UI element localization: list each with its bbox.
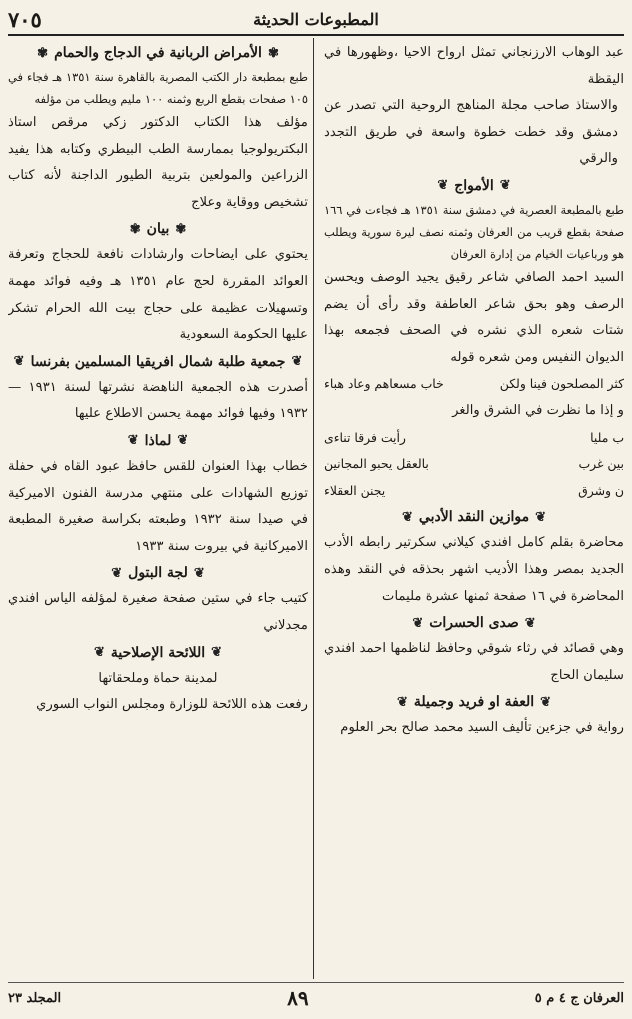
fleuron-ornament-icon: ❦ [127, 433, 139, 449]
hemistich: يجنن العقلاء [324, 482, 386, 498]
entry-title: لماذا [144, 432, 172, 449]
fleuron-ornament-icon: ❦ [193, 565, 205, 581]
fleuron-ornament-icon: ❦ [211, 645, 223, 660]
verse-line [324, 478, 624, 505]
journal-reference: العرفان ج ٤ م ٥ [534, 990, 624, 1006]
fleuron-ornament-icon: ❦ [13, 354, 25, 370]
paragraph: خطاب بهذا العنوان للقس حافظ عبود القاه في حفلة توزيع الشهادات على منتهي مدرسة الفنون الاميركية في صيدا سنة ١٩٣٢ وطبعته بكراسة صغيرة المطبعة الاميركانية في بيروت سنة ١٩٣٣ [8, 458, 308, 554]
fleuron-ornament-icon: ✾ [129, 221, 141, 237]
entry-heading [8, 560, 308, 586]
journal-title: المطبوعات الحديثة [253, 9, 379, 29]
entry-heading [8, 640, 308, 666]
entry-heading [324, 689, 624, 715]
fleuron-ornament-icon: ✾ [175, 221, 187, 237]
paragraph: محاضرة بقلم كامل افندي كيلاني سكرتير رابطه الأدب الجديد بمصر وهذا الأديب اشهر بحذقه في النقد وهذه المحاضرة في ١٦ صفحة ثمنها عشرة مليمات [324, 535, 624, 604]
entry-heading [8, 40, 308, 66]
column-divider [313, 38, 314, 979]
fleuron-ornament-icon: ❦ [499, 178, 511, 194]
entry-title: لجة البتول [128, 565, 188, 582]
entry-title: الأمواج [454, 177, 494, 194]
volume-label: المجلد ٢٣ [8, 990, 62, 1006]
entry-heading [8, 349, 308, 375]
entry-subtitle: لمدينة حماة وملحقاتها [98, 670, 218, 686]
fleuron-ornament-icon: ✾ [37, 45, 49, 61]
fleuron-ornament-icon: ❦ [111, 565, 123, 581]
verse-line [324, 425, 624, 452]
signature-number: ٨٩ [287, 986, 309, 1010]
hemistich: رأيت فرقا تناءى [324, 429, 406, 445]
publication-details: طبع بالمطبعة العصرية في دمشق سنة ١٣٥١ هـ فجاءت في ١٦٦ صفحة بقطع قريب من العرفان وثمنه نصف ليرة سورية ويطلب هو ورباعيات الخيام من إدارة العرفان [324, 202, 624, 261]
fleuron-ornament-icon: ❦ [93, 645, 105, 660]
fleuron-ornament-icon: ❦ [540, 694, 552, 710]
entry-title: بيان [146, 221, 170, 238]
paragraph: عبد الوهاب الارزنجاني تمثل ارواح الاحيا ،وظهورها في اليقظة [324, 45, 624, 87]
entry-title: العفة او فريد وجميلة [413, 694, 535, 711]
fleuron-ornament-icon: ❦ [524, 615, 536, 631]
paragraph: مؤلف هذا الكتاب الدكتور زكي مرقص استاذ البكتريولوجيا بممارسة الطب البيطري وكتابه هذا يفيد الزراعين والمولعين بتربية الطيور الداجنة لأنه كتاب تشخيص ووقاية وعلاج [8, 115, 308, 210]
entry-heading [324, 504, 624, 530]
hemistich: بالعقل يحبو المجانين [324, 456, 429, 472]
fleuron-ornament-icon: ✾ [267, 45, 279, 61]
paragraph: رفعت هذه اللائحة للوزارة ومجلس النواب السوري [36, 697, 308, 713]
paragraph: رواية في جزءين تأليف السيد محمد صالح بحر العلوم [340, 720, 624, 736]
paragraph: السيد احمد الصافي شاعر رقيق يجيد الوصف ويحسن الرصف وهو بحق شاعر العاطفة وقد رأى أن يضم شتات شعره الذي نشره في الصحف فجمعه بهذا الديوان النفيس ومن شعره قوله [324, 269, 624, 365]
fleuron-ornament-icon: ❦ [396, 694, 408, 710]
fleuron-ornament-icon: ❦ [402, 509, 413, 525]
fleuron-ornament-icon: ❦ [291, 354, 303, 370]
paragraph: والاستاذ صاحب مجلة المناهج الروحية التي تصدر عن دمشق وقد خطت خطوة واسعة في طريق التجدد والرقي [324, 98, 618, 167]
publication-details: طبع بمطبعة دار الكتب المصرية بالقاهرة سنة ١٣٥١ هـ فجاء في ١٠٥ صفحات بقطع الربع وثمنه ١٠٠ مليم ويطلب من مؤلفه [8, 70, 308, 106]
fleuron-ornament-icon: ❦ [412, 615, 424, 631]
paragraph: وهي قصائد في رثاء شوقي وحافظ لناظمها احمد افندي سليمان الحاج [324, 641, 624, 683]
verse-line: و إذا ما نظرت في الشرق والغر [452, 402, 624, 418]
entry-heading [324, 610, 624, 636]
entry-heading [8, 216, 308, 242]
entry-title: موازين النقد الأدبي [418, 509, 530, 526]
paragraph: أصدرت هذه الجمعية الناهضة نشرتها لسنة ١٩٣١ — ١٩٣٢ وفيها فوائد مهمة يحسن الاطلاع عليها [8, 379, 308, 422]
hemistich: ب مليا [590, 429, 624, 445]
entry-heading [324, 173, 624, 199]
page-footer [8, 982, 624, 1013]
hemistich: كثر المصلحون فينا ولكن [499, 376, 624, 392]
left-column [8, 40, 308, 979]
entry-heading [8, 428, 308, 454]
hemistich: خاب مسعاهم وعاد هباء [324, 376, 444, 392]
paragraph: يحتوي على ايضاحات وارشادات نافعة للحجاج وتعرفة العوائد المقررة لحج عام ١٣٥١ هـ وفيه فوائد مهمة وتسهيلات عظيمة على حجاج بيت الله الحرام تشكر عليها الحكومة السعودية [8, 247, 308, 343]
right-column [324, 40, 624, 979]
fleuron-ornament-icon: ❦ [177, 433, 189, 449]
fleuron-ornament-icon: ❦ [535, 509, 546, 525]
verse-line [324, 451, 624, 478]
verse-line [324, 371, 624, 398]
paragraph: كتيب جاء في ستين صفحة صغيرة لمؤلفه الياس افندي مجدلاني [8, 591, 308, 633]
entry-title: اللائحة الإصلاحية [110, 644, 206, 661]
hemistich: ن وشرق [578, 482, 624, 498]
hemistich: بين غرب [578, 456, 624, 472]
entry-title: صدى الحسرات [429, 615, 519, 632]
entry-title: الأمراض الربانية في الدجاج والحمام [54, 45, 262, 61]
page-header [8, 4, 624, 36]
fleuron-ornament-icon: ❦ [437, 178, 449, 194]
entry-title: جمعية طلبة شمال افريقيا المسلمين بفرنسا [30, 353, 286, 370]
page-number: ٧٠٥ [8, 6, 42, 32]
